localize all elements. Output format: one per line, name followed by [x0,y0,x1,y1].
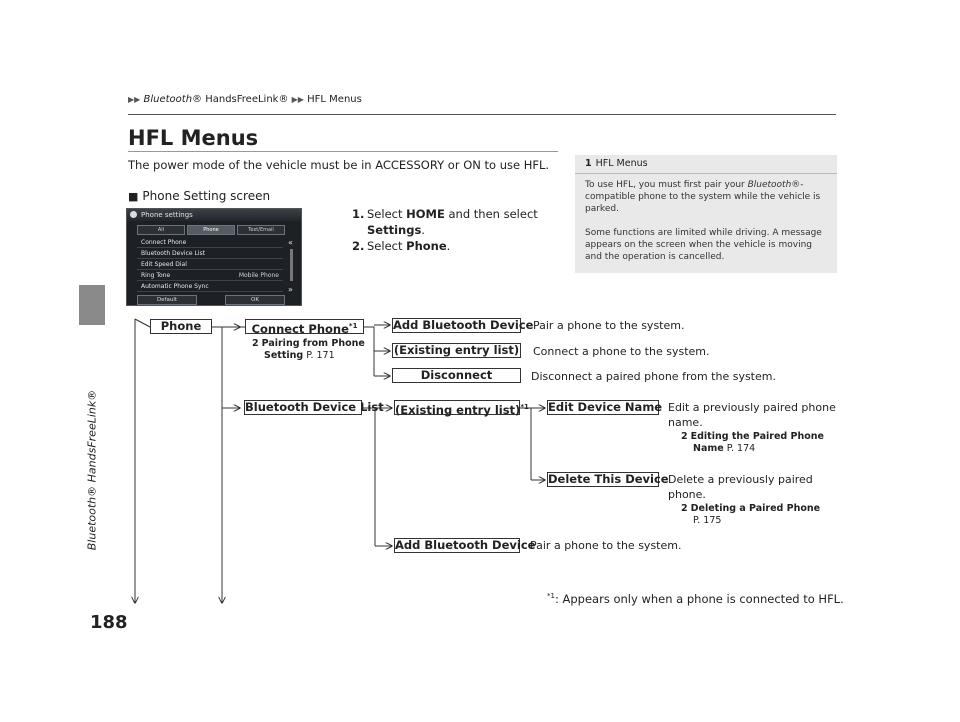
menu-box-label: Connect Phone [251,321,349,336]
step-text: Select [367,239,407,253]
step-number: 1. [352,207,365,221]
screen-row [137,282,283,292]
menu-box-label: (Existing entry list) [395,402,521,417]
reference-arrow-icon: 2 [252,338,259,349]
desc-disconnect: Disconnect a paired phone from the system. [531,370,776,383]
screen-tab-phone: Phone [187,225,235,235]
note-heading [585,158,827,169]
phone-settings-screenshot [126,208,302,306]
note-text: ®-compatible phone to the system while the vehicle is parked. [585,180,821,214]
footnote [547,592,844,606]
tree-line [135,319,150,327]
screen-scrollbar [287,238,297,294]
screen-row-label: Edit Speed Dial [141,261,187,268]
page-number: 188 [90,612,128,633]
screen-row-label: Ring Tone [141,272,171,279]
screen-row [137,260,283,270]
screen-row [137,249,283,259]
breadcrumb-hfl: ® HandsFreeLink® [192,94,289,105]
note-icon: 1 [585,158,592,169]
double-chevron-up-icon: « [288,238,293,247]
footnote-text: : Appears only when a phone is connected to HFL. [554,592,844,606]
desc-line: Delete a previously paired [668,473,813,486]
screen-title-bar [127,209,301,221]
reference-arrow-icon: 2 [681,503,688,514]
screen-default-button: Default [137,295,197,305]
tree-line [364,327,374,376]
screen-row [137,271,283,281]
note-rule [575,173,837,174]
step-number: 2. [352,239,365,253]
steps [352,206,538,254]
desc-add-bluetooth-2: Pair a phone to the system. [530,539,682,552]
step-1-cont [352,222,538,238]
screen-tab-text-email: Text/Email [237,225,285,235]
menu-box-bluetooth-device-list: Bluetooth Device List [245,400,384,414]
screen-row-label: Connect Phone [141,239,187,246]
step-text: and then select [444,207,538,221]
ref-text: Deleting a Paired Phone [690,503,821,514]
menu-box-add-bluetooth-device: Add Bluetooth Device [393,318,534,332]
footnote-mark: *1 [547,592,555,601]
menu-box-edit-device-name: Edit Device Name [548,400,663,414]
section-heading [128,189,270,203]
desc-edit-device [668,400,836,430]
section-tab-marker [79,285,105,325]
screen-row-value: Mobile Phone [238,272,279,279]
step-1 [352,206,538,222]
ref-text: Pairing from Phone [261,338,365,349]
step-text: Select [367,207,407,221]
ref-deleting [681,503,820,527]
scroll-thumb [290,249,293,281]
note-heading-text: HFL Menus [595,158,648,169]
ref-pairing [252,338,365,362]
ref-page: P. 175 [693,515,722,526]
screen-row-label: Automatic Phone Sync [141,283,209,290]
step-key-home: HOME [406,207,445,221]
menu-box-phone: Phone [150,319,212,334]
desc-line: Edit a previously paired phone [668,401,836,414]
square-bullet-icon: ■ [128,190,139,203]
screen-title: Phone settings [141,211,193,219]
breadcrumb-current: HFL Menus [307,94,362,105]
note-box [575,155,837,273]
screen-tab-all: All [137,225,185,235]
menu-box-add-bluetooth-device-2: Add Bluetooth Device [395,538,536,552]
intro-text: The power mode of the vehicle must be in ACCESSORY or ON to use HFL. [128,158,550,172]
menu-box-delete-this-device: Delete This Device [548,472,669,486]
ref-text: Editing the Paired Phone [690,431,824,442]
ref-text: Name [693,443,724,454]
reference-arrow-icon: 2 [681,431,688,442]
ref-editing [681,431,824,455]
screen-list [137,238,283,293]
double-chevron-down-icon: » [288,285,293,294]
screen-tabs [137,225,285,235]
header-rule [128,114,836,115]
tree-line [520,408,531,480]
menu-box-connect-phone [245,319,364,334]
menu-box-disconnect: Disconnect [392,368,521,383]
note-paragraph-1 [585,179,827,215]
breadcrumb-arrow-icon: ▶▶ [128,95,141,104]
step-key-phone: Phone [406,239,447,253]
desc-existing-entry: Connect a phone to the system. [533,345,710,358]
desc-add-bluetooth: Pair a phone to the system. [533,319,685,332]
note-paragraph-2: Some functions are limited while driving. A message appears on the screen when the vehicle is moving and the operation is cancelled. [585,228,822,262]
desc-line: name. [668,416,703,429]
step-text: . [421,223,425,237]
screen-row [137,238,283,248]
screen-footer [137,295,285,305]
breadcrumb-arrow-icon: ▶▶ [291,95,304,104]
note-text: To use HFL, you must first pair your [585,180,748,190]
desc-delete-device [668,472,813,502]
screen-row-label: Bluetooth Device List [141,250,205,257]
screen-ok-button: OK [225,295,285,305]
tree-line [362,408,375,546]
ref-text: Setting [264,350,304,361]
footnote-mark: *1 [348,322,358,330]
menu-box-existing-entry-list-2 [394,400,529,417]
side-section-label: Bluetooth® HandsFreeLink® [85,389,99,551]
menu-box-existing-entry-list: (Existing entry list) [393,343,520,357]
step-text: . [446,239,451,253]
breadcrumb [128,94,362,105]
ref-page: P. 171 [306,350,335,361]
section-label: Phone Setting screen [142,189,271,203]
breadcrumb-bluetooth: Bluetooth [143,94,193,105]
note-text-italic: Bluetooth [747,180,792,190]
step-2 [352,238,538,254]
title-rule [128,151,558,152]
desc-line: phone. [668,488,706,501]
ref-page: P. 174 [726,443,756,454]
footnote-mark: *1 [520,403,529,411]
step-key-settings: Settings [367,223,422,237]
back-icon [130,211,137,218]
page-title: HFL Menus [128,126,259,150]
